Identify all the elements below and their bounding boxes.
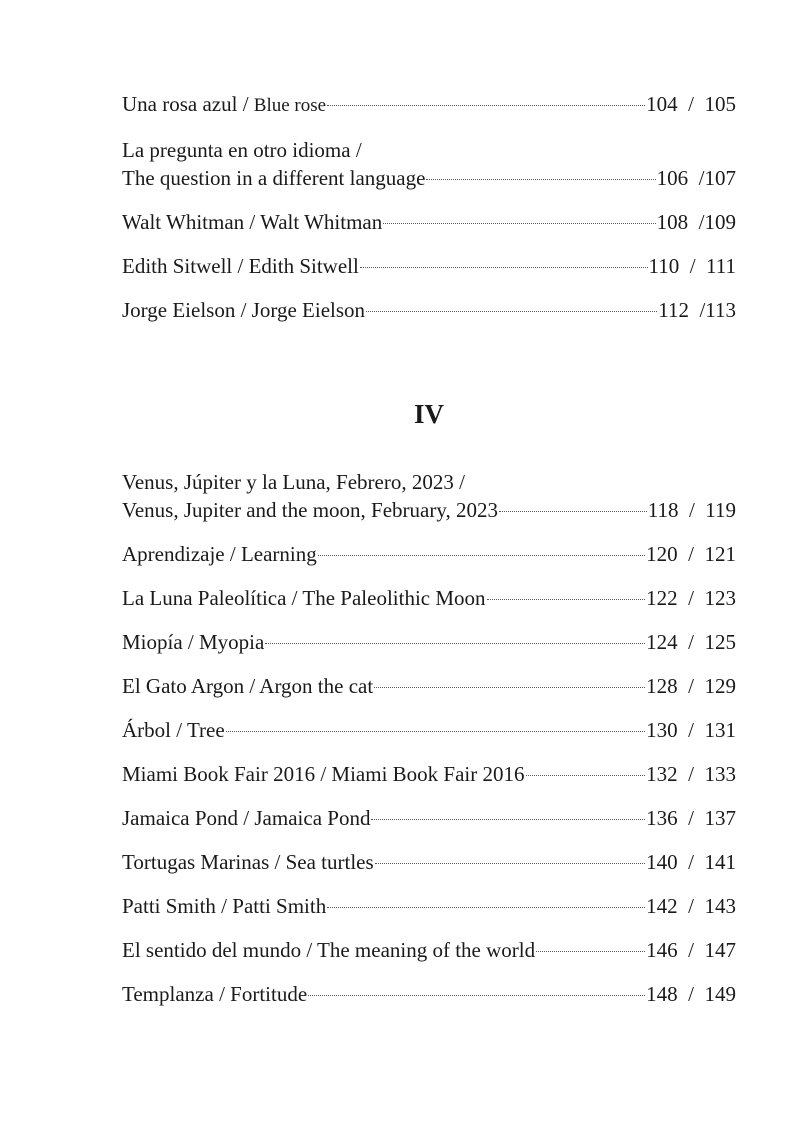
toc-entry[interactable] bbox=[122, 208, 736, 236]
toc-entry[interactable] bbox=[122, 628, 736, 656]
dot-leader bbox=[226, 731, 645, 732]
toc-entry-title: El Gato Argon / Argon the cat bbox=[122, 674, 374, 698]
toc-entry[interactable] bbox=[122, 804, 736, 832]
toc-section-iii bbox=[122, 90, 736, 340]
section-heading: IV bbox=[413, 399, 444, 429]
toc-entry-title: El sentido del mundo / The meaning of the world bbox=[122, 938, 536, 962]
toc-entry-title: Walt Whitman / Walt Whitman bbox=[122, 210, 383, 234]
dot-leader bbox=[375, 863, 646, 864]
toc-entry-pages: 130 / 131 bbox=[646, 718, 736, 742]
toc-entry-pages: 106 /107 bbox=[656, 166, 736, 190]
toc-entry-pages: 118 / 119 bbox=[647, 498, 736, 522]
toc-row bbox=[122, 496, 736, 524]
dot-leader bbox=[265, 643, 645, 644]
dot-leader bbox=[487, 599, 646, 600]
toc-entry[interactable] bbox=[122, 980, 736, 1008]
toc-entry-pages: 124 / 125 bbox=[646, 630, 736, 654]
toc-entry-pages: 142 / 143 bbox=[646, 894, 736, 918]
toc-entry-pages: 140 / 141 bbox=[646, 850, 736, 874]
toc-row bbox=[122, 848, 736, 876]
dot-leader bbox=[318, 555, 645, 556]
dot-leader bbox=[308, 995, 645, 996]
toc-entry[interactable] bbox=[122, 468, 736, 524]
toc-entry-title: La Luna Paleolítica / The Paleolithic Moon bbox=[122, 586, 486, 610]
toc-entry-pages: 136 / 137 bbox=[646, 806, 736, 830]
toc-entry-title: Jamaica Pond / Jamaica Pond bbox=[122, 806, 371, 830]
toc-section-iv bbox=[122, 468, 736, 1024]
toc-row bbox=[122, 208, 736, 236]
toc-entry-title: Aprendizaje / Learning bbox=[122, 542, 317, 566]
toc-row bbox=[122, 540, 736, 568]
dot-leader bbox=[526, 775, 646, 776]
toc-row bbox=[122, 164, 736, 192]
toc-entry[interactable] bbox=[122, 540, 736, 568]
toc-entry-title: Miopía / Myopia bbox=[122, 630, 265, 654]
dot-leader bbox=[371, 819, 645, 820]
toc-entry-pages: 132 / 133 bbox=[646, 762, 736, 786]
toc-entry[interactable] bbox=[122, 252, 736, 280]
toc-entry-title bbox=[122, 90, 326, 120]
toc-entry[interactable] bbox=[122, 848, 736, 876]
toc-entry[interactable] bbox=[122, 760, 736, 788]
toc-row bbox=[122, 90, 736, 120]
toc-entry[interactable] bbox=[122, 296, 736, 324]
toc-row bbox=[122, 760, 736, 788]
toc-row bbox=[122, 892, 736, 920]
toc-entry-pages: 112 /113 bbox=[658, 298, 736, 322]
toc-entry-pages: 120 / 121 bbox=[646, 542, 736, 566]
toc-entry-pages: 128 / 129 bbox=[646, 674, 736, 698]
toc-entry-pages: 104 / 105 bbox=[646, 92, 736, 116]
dot-leader bbox=[426, 179, 655, 180]
toc-entry-title: Patti Smith / Patti Smith bbox=[122, 894, 327, 918]
dot-leader bbox=[374, 687, 645, 688]
toc-entry-title: Árbol / Tree bbox=[122, 718, 225, 742]
toc-entry-pages: 146 / 147 bbox=[646, 938, 736, 962]
toc-entry[interactable] bbox=[122, 672, 736, 700]
toc-row bbox=[122, 804, 736, 832]
toc-entry-pages: 110 / 111 bbox=[648, 254, 736, 278]
toc-entry-title-en: Blue rose bbox=[253, 95, 327, 116]
toc-entry-title: Miami Book Fair 2016 / Miami Book Fair 2016 bbox=[122, 762, 525, 786]
toc-entry-title: Templanza / Fortitude bbox=[122, 982, 308, 1006]
toc-entry-title: Edith Sitwell / Edith Sitwell bbox=[122, 254, 359, 278]
dot-leader bbox=[366, 311, 657, 312]
toc-entry[interactable] bbox=[122, 584, 736, 612]
toc-entry[interactable] bbox=[122, 136, 736, 192]
toc-entry-pages: 108 /109 bbox=[656, 210, 736, 234]
toc-entry[interactable] bbox=[122, 936, 736, 964]
toc-entry-title: Venus, Jupiter and the moon, February, 2023 bbox=[122, 498, 498, 522]
dot-leader bbox=[536, 951, 645, 952]
toc-row bbox=[122, 716, 736, 744]
toc-entry-pages: 148 / 149 bbox=[646, 982, 736, 1006]
dot-leader bbox=[383, 223, 655, 224]
toc-row bbox=[122, 584, 736, 612]
dot-leader bbox=[327, 907, 645, 908]
dot-leader bbox=[360, 267, 648, 268]
toc-entry-pages: 122 / 123 bbox=[646, 586, 736, 610]
toc-row bbox=[122, 296, 736, 324]
toc-entry-title: Tortugas Marinas / Sea turtles bbox=[122, 850, 374, 874]
toc-entry[interactable] bbox=[122, 892, 736, 920]
toc-entry[interactable] bbox=[122, 90, 736, 120]
toc-entry-title-es: Una rosa azul / bbox=[122, 92, 254, 116]
toc-entry-title-es: Venus, Júpiter y la Luna, Febrero, 2023 / bbox=[122, 470, 465, 494]
dot-leader bbox=[499, 511, 647, 512]
toc-entry-title: The question in a different language bbox=[122, 166, 426, 190]
toc-entry-title-es: La pregunta en otro idioma / bbox=[122, 138, 362, 162]
toc-entry[interactable] bbox=[122, 716, 736, 744]
toc-entry-title: Jorge Eielson / Jorge Eielson bbox=[122, 298, 366, 322]
toc-row bbox=[122, 980, 736, 1008]
toc-row bbox=[122, 936, 736, 964]
toc-row bbox=[122, 672, 736, 700]
toc-row bbox=[122, 628, 736, 656]
dot-leader bbox=[327, 105, 645, 106]
toc-row bbox=[122, 252, 736, 280]
